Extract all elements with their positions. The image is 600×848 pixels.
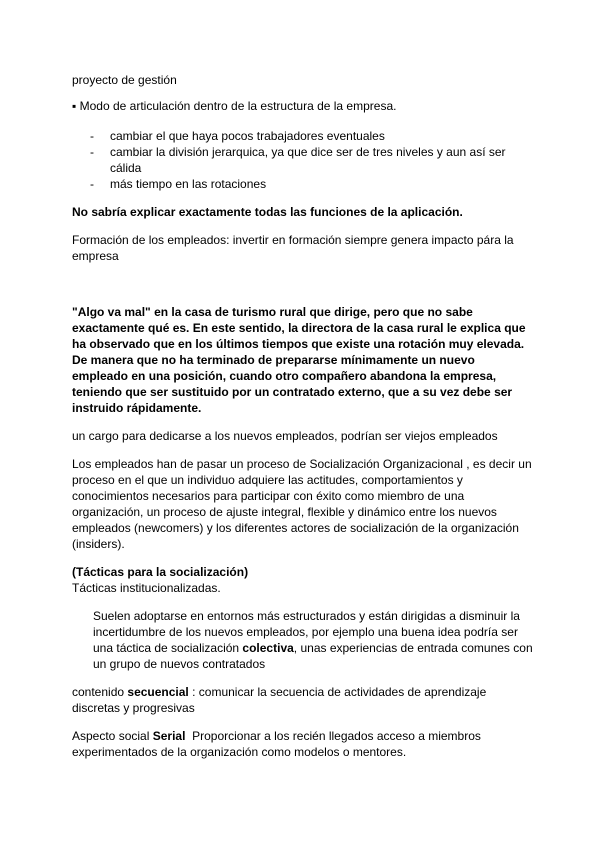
section-heading-tactics: (Tácticas para la socialización) bbox=[72, 565, 249, 579]
paragraph-new-role: un cargo para dedicarse a los nuevos empleados, podrían ser viejos empleados bbox=[72, 429, 498, 443]
paragraph-training: Formación de los empleados: invertir en formación siempre genera impacto pára la empresa bbox=[72, 233, 514, 263]
text-run: Suelen adoptarse en entornos más estructurados y están dirigidas a disminuir la incertidumbre de los nuevos empleados, por ejemplo una buena idea podría ser una táctica de socialización bbox=[93, 609, 520, 655]
text-run: Aspecto social bbox=[72, 729, 153, 743]
text-run: : comunicar la secuencia de actividades de aprendizaje discretas y progresivas bbox=[72, 685, 487, 715]
list-item-text: más tiempo en las rotaciones bbox=[110, 177, 267, 191]
paragraph-social-aspect bbox=[72, 728, 532, 760]
bold-term-secuencial: secuencial bbox=[127, 685, 189, 699]
articulation-text: Modo de articulación dentro de la estructura de la empresa. bbox=[79, 99, 397, 113]
bold-term-serial: Serial bbox=[152, 729, 186, 743]
paragraph-articulation bbox=[72, 98, 532, 114]
list-item-text: cambiar la división jerarquica, ya que dice ser de tres niveles y aun así ser cálida bbox=[110, 145, 506, 175]
paragraph-project-title: proyecto de gestión bbox=[72, 73, 177, 87]
list-item bbox=[90, 128, 530, 144]
dash-bullet-icon: - bbox=[90, 129, 94, 143]
list-item bbox=[90, 176, 530, 192]
paragraph-case-description: "Algo va mal" en la casa de turismo rural que dirige, pero que no sabe exactamente qué es. En este sentido, la directora de la casa rural le explica que ha observado que en los últimos tiempos que existe una rotación muy elevada. De manera que no ha terminado de prepararse mínimamente un nuevo empleado en una posición, cuando otro compañero abandona la empresa, teniendo que ser sustituido por un contratado externo, que a su vez debe ser instruido rápidamente. bbox=[72, 305, 526, 415]
paragraph-socialization: Los empleados han de pasar un proceso de Socialización Organizacional , es decir un proceso en el que un individuo adquiere las actitudes, comportamientos y conocimientos necesarios para participar con éxito como miembro de una organización, un proceso de ajuste integral, flexible y dinámico entre los nuevos empleados (newcomers) y los diferentes actores de socialización de la organización (insiders). bbox=[72, 457, 532, 551]
paragraph-sequential-content bbox=[72, 684, 532, 716]
text-run: Proporcionar a los recién llegados acceso a miembros experimentados de la organización como modelos o mentores. bbox=[72, 729, 485, 759]
text-run: contenido bbox=[72, 685, 128, 699]
section-subheading-tactics: Tácticas institucionalizadas. bbox=[72, 581, 221, 595]
list-item bbox=[90, 144, 530, 176]
paragraph-institutional-tactics bbox=[93, 608, 533, 672]
list-item-text: cambiar el que haya pocos trabajadores eventuales bbox=[110, 129, 385, 143]
dash-bullet-icon: - bbox=[90, 145, 94, 159]
dash-bullet-icon: - bbox=[90, 177, 94, 191]
bold-term-colectiva: colectiva bbox=[242, 641, 294, 655]
text-run: , unas experiencias de entrada comunes con un grupo de nuevos contratados bbox=[93, 641, 533, 671]
paragraph-bold-statement: No sabría explicar exactamente todas las funciones de la aplicación. bbox=[72, 205, 463, 219]
square-bullet-icon: ▪ bbox=[72, 99, 77, 113]
